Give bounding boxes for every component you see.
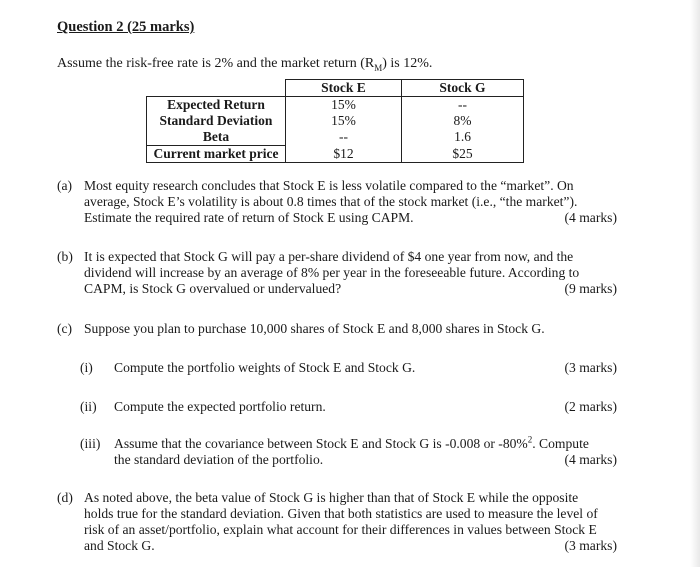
question-b-line: dividend will increase by an average of 8% per year in the foreseeable future. According to	[84, 265, 580, 280]
row-label: Beta	[147, 129, 286, 146]
question-d-marks: (3 marks)	[564, 538, 617, 553]
question-c-ii-marks: (2 marks)	[564, 399, 617, 414]
question-a-line: Most equity research concludes that Stock E is less volatile compared to the “market”. On	[84, 178, 574, 193]
question-c-i-marks: (3 marks)	[564, 360, 617, 375]
question-b-label: (b)	[57, 249, 73, 264]
question-a-text	[84, 178, 617, 226]
cell-stock-e: $12	[286, 146, 402, 163]
question-d-text	[84, 490, 617, 554]
question-c-ii-text: Compute the expected portfolio return.	[114, 399, 326, 414]
question-c-i-label: (i)	[80, 360, 93, 375]
question-a-label: (a)	[57, 178, 73, 193]
question-b	[57, 249, 617, 297]
question-b-marks: (9 marks)	[564, 281, 617, 296]
intro-end: ) is 12%.	[382, 56, 433, 71]
cell-stock-e: --	[286, 129, 402, 146]
superscript: 2	[527, 434, 533, 445]
question-c-i	[80, 360, 617, 376]
question-c	[57, 321, 617, 337]
row-label: Current market price	[147, 146, 286, 163]
row-label: Expected Return	[147, 97, 286, 114]
question-c-iii-line1: Assume that the covariance between Stock E and Stock G is -0.008 or -80%	[114, 436, 528, 451]
question-c-iii-line1-end: . Compute	[532, 436, 589, 451]
intro-subscript: M	[374, 62, 383, 73]
question-c-iii-text	[114, 436, 617, 468]
question-a	[57, 178, 617, 226]
question-c-ii-label: (ii)	[80, 399, 97, 414]
question-c-iii-line	[114, 436, 617, 452]
question-b-text	[84, 249, 617, 297]
question-c-i-text: Compute the portfolio weights of Stock E and Stock G.	[114, 360, 416, 375]
cell-stock-g: 1.6	[402, 129, 524, 146]
intro-text	[57, 56, 432, 73]
question-d-line: holds true for the standard deviation. Given that both statistics are used to measure the level of	[84, 506, 598, 521]
question-c-text: Suppose you plan to purchase 10,000 shares of Stock E and 8,000 shares in Stock G.	[84, 321, 545, 336]
question-c-iii-marks: (4 marks)	[564, 452, 617, 467]
question-d	[57, 490, 617, 554]
question-a-line: Estimate the required rate of return of Stock E using CAPM.	[84, 210, 414, 225]
table-corner	[147, 80, 286, 97]
question-d-label: (d)	[57, 490, 73, 505]
stock-data-table	[146, 79, 524, 163]
cell-stock-g: 8%	[402, 113, 524, 129]
question-a-line: average, Stock E’s volatility is about 0.8 times that of the stock market (i.e., “the market”).	[84, 194, 578, 209]
header-stock-e: Stock E	[286, 80, 402, 97]
cell-stock-g: --	[402, 97, 524, 114]
intro-main: Assume the risk-free rate is 2% and the market return (R	[57, 56, 375, 71]
header-stock-g: Stock G	[402, 80, 524, 97]
page-edge-shadow	[690, 0, 700, 567]
cell-stock-e: 15%	[286, 113, 402, 129]
question-a-marks: (4 marks)	[564, 210, 617, 225]
question-d-line: As noted above, the beta value of Stock G is higher than that of Stock E while the opposite	[84, 490, 579, 505]
question-b-line: It is expected that Stock G will pay a per-share dividend of $4 one year from now, and the	[84, 249, 574, 264]
cell-stock-e: 15%	[286, 97, 402, 114]
question-c-iii	[80, 436, 617, 468]
question-b-line: CAPM, is Stock G overvalued or undervalued?	[84, 281, 342, 296]
question-c-label: (c)	[57, 321, 73, 336]
row-label: Standard Deviation	[147, 113, 286, 129]
question-c-iii-line2: the standard deviation of the portfolio.	[114, 452, 324, 467]
question-d-line: and Stock G.	[84, 538, 155, 553]
question-c-ii	[80, 399, 617, 415]
question-title: Question 2 (25 marks)	[57, 19, 195, 35]
question-c-iii-label: (iii)	[80, 436, 101, 451]
question-d-line: risk of an asset/portfolio, explain what account for their differences in values between Stock E	[84, 522, 597, 537]
cell-stock-g: $25	[402, 146, 524, 163]
